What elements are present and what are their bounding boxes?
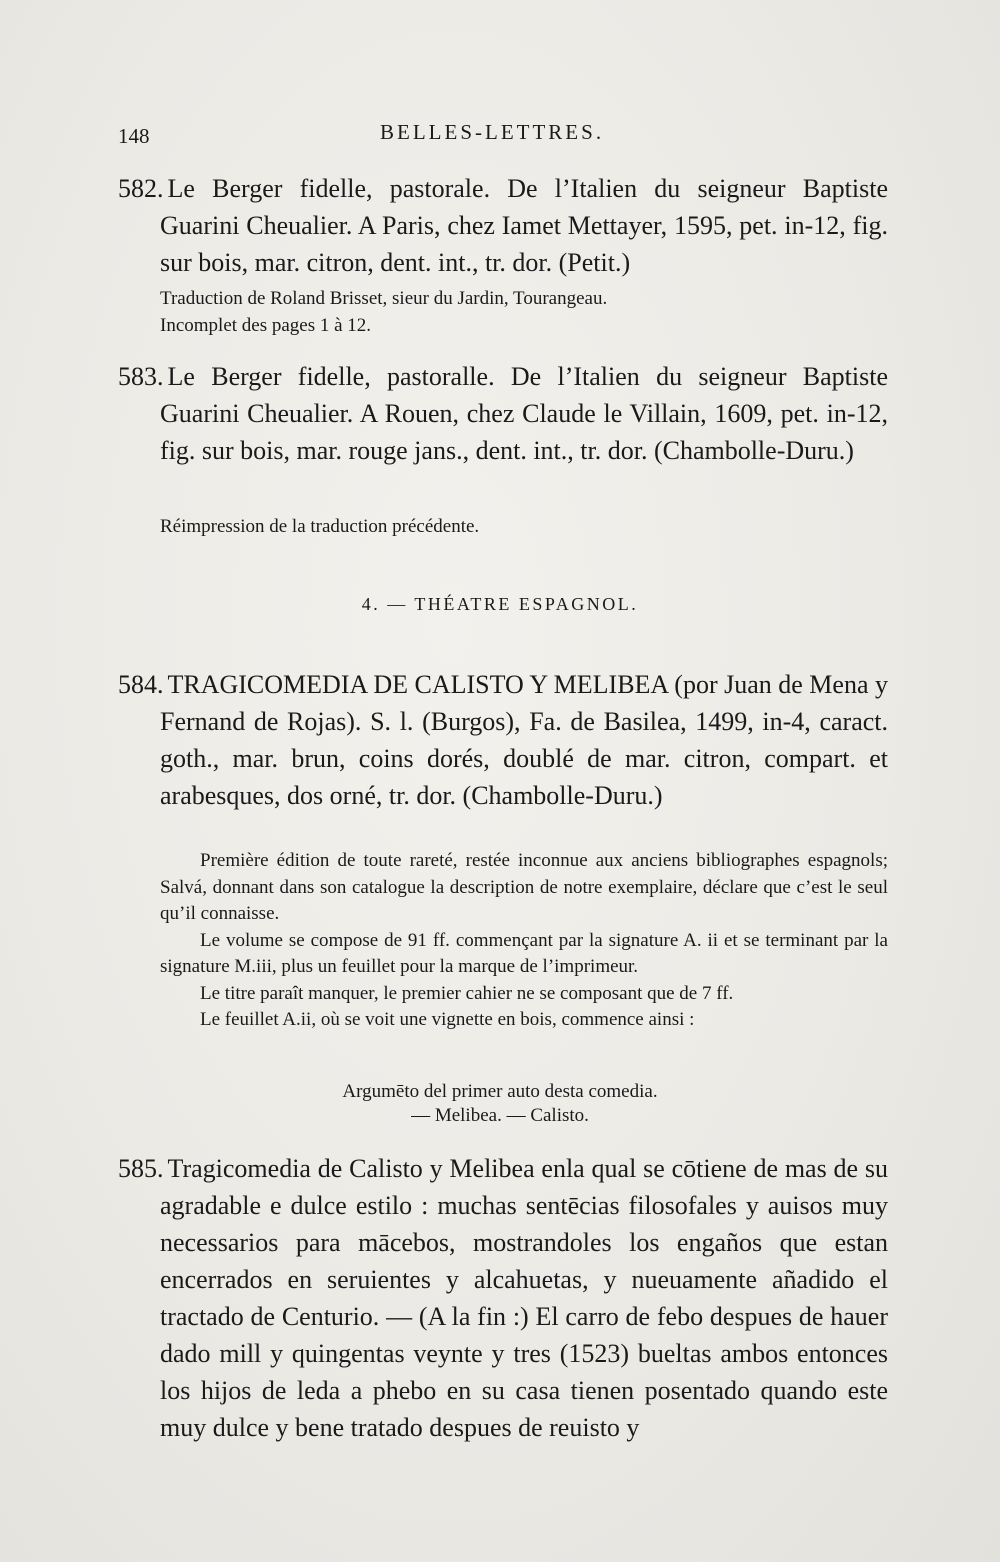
incipit-quote (0, 1080, 1000, 1128)
entry-title: TRAGICOMEDIA DE CALISTO Y MELIBEA (167, 670, 668, 699)
page-number: 148 (118, 124, 150, 148)
entry-text: Tragicomedia de Calisto y Melibea enla qual se cōtiene de mas de su agradable e dulce estilo : muchas sentēcias filosofales y auisos muy necessarios para mācebos, mostrandoles los engaños que estan encerrados en seruientes y alcahuetas, y nueuamente añadido el tractado de Centurio. — (A la fin :) El carro de febo despues de hauer dado mill y quingentas veynte y tres (1523) bueltas ambos entonces los hijos de leda a phebo en su casa tienen posentado quando este muy dulce y bene tratado despues de reuisto y (160, 1154, 888, 1442)
entry-note-583 (160, 514, 888, 541)
entry-number: 584. (118, 670, 164, 699)
incipit-line: — Melibea. — Calisto. (411, 1105, 589, 1126)
entry-text: Le Berger fidelle, pastoralle. De l’Italien du seigneur Baptiste Guarini Cheualier. A Rouen, chez Claude le Villain, 1609, pet. in-12, fig. sur bois, mar. rouge jans., dent. int., tr. dor. (Chambolle-Duru.) (160, 362, 888, 465)
note-line: Incomplet des pages 1 à 12. (160, 314, 372, 336)
entry-number: 583. (118, 362, 164, 391)
note-line: Réimpression de la traduction précédente. (160, 516, 480, 537)
catalog-entry-584 (118, 666, 888, 814)
running-title: BELLES-LETTRES. (380, 120, 605, 144)
entry-number: 582. (118, 174, 164, 203)
catalog-entry-585 (118, 1150, 888, 1446)
section-title: 4. — THÉATRE ESPAGNOL. (361, 594, 639, 614)
incipit-line: Argumēto del primer auto desta comedia. (342, 1081, 658, 1102)
note-line: Traduction de Roland Brisset, sieur du Jardin, Tourangeau. (160, 288, 608, 309)
note-paragraph: Le titre paraît manquer, le premier cahier ne se composant que de 7 ff. (200, 982, 734, 1004)
page-header (118, 118, 888, 158)
entry-text: (por Juan de Mena y Fernand de Rojas). S. l. (Burgos), Fa. de Basilea, 1499, in-4, caract. goth., mar. brun, coins dorés, doublé de mar. citron, compart. et arabesques, dos orné, tr. dor. (Chambolle-Duru.) (160, 670, 889, 810)
note-paragraph: Première édition de toute rareté, restée inconnue aux anciens bibliographes espagnols; Salvá, donnant dans son catalogue la description de notre exemplaire, déclare que c’est le seul qu’il connaisse. (160, 850, 888, 924)
note-paragraph: Le feuillet A.ii, où se voit une vignette en bois, commence ainsi : (200, 1009, 695, 1030)
entry-note-582 (160, 286, 888, 339)
note-paragraph: Le volume se compose de 91 ff. commençant par la signature A. ii et se terminant par la signature M.iii, plus un feuillet pour la marque de l’imprimeur. (160, 929, 888, 977)
entry-text: Le Berger fidelle, pastorale. De l’Italien du seigneur Baptiste Guarini Cheualier. A Paris, chez Iamet Mettayer, 1595, pet. in-12, fig. sur bois, mar. citron, dent. int., tr. dor. (Petit.) (160, 174, 888, 277)
catalog-entry-582 (118, 170, 888, 281)
catalog-entry-583 (118, 358, 888, 469)
entry-note-584 (160, 848, 888, 1034)
entry-number: 585. (118, 1154, 164, 1183)
